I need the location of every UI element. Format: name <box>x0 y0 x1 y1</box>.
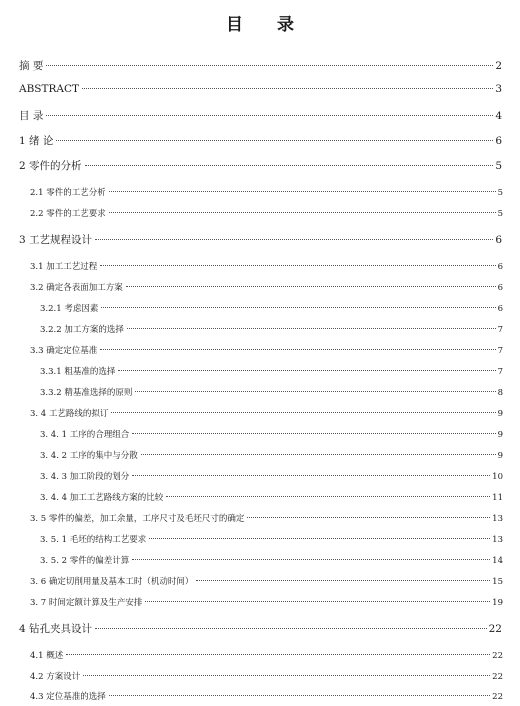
toc-entry[interactable] <box>0 491 520 503</box>
toc-entry[interactable] <box>0 302 520 314</box>
toc-entry[interactable] <box>0 260 520 272</box>
dot-leader <box>109 212 496 213</box>
toc-entry-label: 2.2 零件的工艺要求 <box>30 209 106 219</box>
toc-entry[interactable] <box>0 207 520 219</box>
toc-entry-label: 摘 要 <box>19 60 44 72</box>
toc-entry-label: 3.3.2 精基准选择的原则 <box>40 388 133 398</box>
toc-entry-label: 3.1 加工工艺过程 <box>30 262 98 272</box>
toc-entry-label: 2 零件的分析 <box>19 160 82 172</box>
dot-leader <box>46 65 493 66</box>
page-title: 目 录 <box>226 15 308 35</box>
dot-leader <box>100 265 495 266</box>
dot-leader <box>127 328 496 329</box>
dot-leader <box>111 412 495 413</box>
toc-entry-label: 2.1 零件的工艺分析 <box>30 188 106 198</box>
toc-page-number: 15 <box>492 577 503 587</box>
toc-entry-label: 3.3.1 粗基准的选择 <box>40 367 116 377</box>
toc-entry[interactable] <box>0 108 520 123</box>
toc-entry[interactable] <box>0 323 520 335</box>
toc-page-number: 9 <box>497 430 503 440</box>
toc-entry[interactable] <box>0 232 520 247</box>
dot-leader <box>85 165 494 166</box>
toc-entry-label: 3. 4. 3 加工阶段的划分 <box>40 472 130 482</box>
toc-page-number: 22 <box>492 651 503 661</box>
dot-leader <box>46 115 493 116</box>
toc-page-number: 5 <box>495 160 502 172</box>
dot-leader <box>109 191 496 192</box>
toc-entry[interactable] <box>0 596 520 608</box>
toc-entry-label: 3. 6 确定切削用量及基本工时（机动时间） <box>30 577 194 587</box>
toc-entry-label: 3. 7 时间定额计算及生产安排 <box>30 598 143 608</box>
toc-entry-label: 3. 4. 2 工序的集中与分散 <box>40 451 138 461</box>
toc-entry-label: 3. 5. 1 毛坯的结构工艺要求 <box>40 535 147 545</box>
toc-page-number: 6 <box>497 262 503 272</box>
dot-leader <box>196 580 490 581</box>
toc-entry-label: 3. 5 零件的偏差，加工余量，工序尺寸及毛坯尺寸的确定 <box>30 514 245 524</box>
dot-leader <box>132 475 490 476</box>
dot-leader <box>149 538 490 539</box>
toc-entry[interactable] <box>0 281 520 293</box>
dot-leader <box>247 517 490 518</box>
dot-leader <box>83 675 490 676</box>
toc-entry[interactable] <box>0 512 520 524</box>
toc-page-number: 22 <box>492 692 503 702</box>
dot-leader <box>132 433 495 434</box>
toc-entry[interactable] <box>0 365 520 377</box>
toc-entry-label: 3 工艺规程设计 <box>19 234 93 246</box>
toc-entry-label: 4.1 概述 <box>30 651 64 661</box>
dot-leader <box>82 88 493 89</box>
toc-entry-label: 3.2 确定各表面加工方案 <box>30 283 123 293</box>
toc-entry[interactable] <box>0 83 520 95</box>
toc-entry-label: ABSTRACT <box>19 83 80 95</box>
toc-entry-label: 3. 4 工艺路线的拟订 <box>30 409 109 419</box>
toc-page-number: 3 <box>495 83 502 95</box>
dot-leader <box>135 391 495 392</box>
toc-page-number: 5 <box>497 188 503 198</box>
dot-leader <box>66 654 490 655</box>
toc-page-number: 5 <box>497 209 503 219</box>
toc-page-number: 6 <box>495 234 502 246</box>
toc-page-number: 22 <box>488 623 502 635</box>
toc-entry-label: 3. 4. 4 加工工艺路线方案的比较 <box>40 493 164 503</box>
toc-entry-label: 1 绪 论 <box>19 135 54 147</box>
dot-leader <box>56 140 493 141</box>
toc-entry[interactable] <box>0 386 520 398</box>
toc-page-number: 10 <box>492 472 503 482</box>
toc-page-number: 13 <box>492 535 503 545</box>
toc-entry[interactable] <box>0 344 520 356</box>
toc-page-number: 6 <box>495 135 502 147</box>
toc-entry[interactable] <box>0 470 520 482</box>
toc-page-number: 4 <box>495 110 502 122</box>
toc-entry[interactable] <box>0 158 520 173</box>
dot-leader <box>126 286 496 287</box>
dot-leader <box>132 559 490 560</box>
toc-entry[interactable] <box>0 670 520 682</box>
toc-page-number: 9 <box>497 409 503 419</box>
toc-entry-label: 4 钻孔夹具设计 <box>19 623 93 635</box>
dot-leader <box>141 454 496 455</box>
dot-leader <box>109 695 490 696</box>
toc-entry[interactable] <box>0 554 520 566</box>
toc-entry[interactable] <box>0 428 520 440</box>
dot-leader <box>118 370 495 371</box>
dot-leader <box>166 496 490 497</box>
toc-page-number: 8 <box>497 388 503 398</box>
toc-entry-label: 目 录 <box>19 110 44 122</box>
dot-leader <box>95 239 493 240</box>
toc-entry[interactable] <box>0 58 520 73</box>
toc-entry-label: 4.3 定位基准的选择 <box>30 692 106 702</box>
toc-entry[interactable] <box>0 621 520 636</box>
toc-page-number: 7 <box>497 346 503 356</box>
toc-entry-label: 4.2 方案设计 <box>30 672 81 682</box>
toc-page-number: 7 <box>497 325 503 335</box>
toc-page-number: 11 <box>492 493 503 503</box>
toc-page-number: 14 <box>492 556 503 566</box>
toc-page-number: 7 <box>497 367 503 377</box>
toc-page-number: 6 <box>497 304 503 314</box>
toc-entry[interactable] <box>0 533 520 545</box>
toc-page-number: 22 <box>492 672 503 682</box>
dot-leader <box>101 307 495 308</box>
toc-page-number: 6 <box>497 283 503 293</box>
toc-entry[interactable] <box>0 690 520 702</box>
dot-leader <box>145 601 490 602</box>
toc-entry[interactable] <box>0 186 520 198</box>
toc-page-number: 2 <box>495 60 502 72</box>
toc-entry[interactable] <box>0 575 520 587</box>
toc-page-number: 19 <box>492 598 503 608</box>
toc-entry-label: 3.2.2 加工方案的选择 <box>40 325 124 335</box>
toc-entry-label: 3.2.1 考虑因素 <box>40 304 99 314</box>
toc-entry-label: 3.3 确定定位基准 <box>30 346 98 356</box>
toc-page-number: 9 <box>497 451 503 461</box>
toc-entry-label: 3. 4. 1 工序的合理组合 <box>40 430 130 440</box>
toc-entry[interactable] <box>0 407 520 419</box>
toc-page-number: 13 <box>492 514 503 524</box>
dot-leader <box>100 349 495 350</box>
toc-entry[interactable] <box>0 649 520 661</box>
dot-leader <box>95 628 487 629</box>
toc-entry[interactable] <box>0 449 520 461</box>
toc-entry[interactable] <box>0 133 520 148</box>
toc-entry-label: 3. 5. 2 零件的偏差计算 <box>40 556 130 566</box>
